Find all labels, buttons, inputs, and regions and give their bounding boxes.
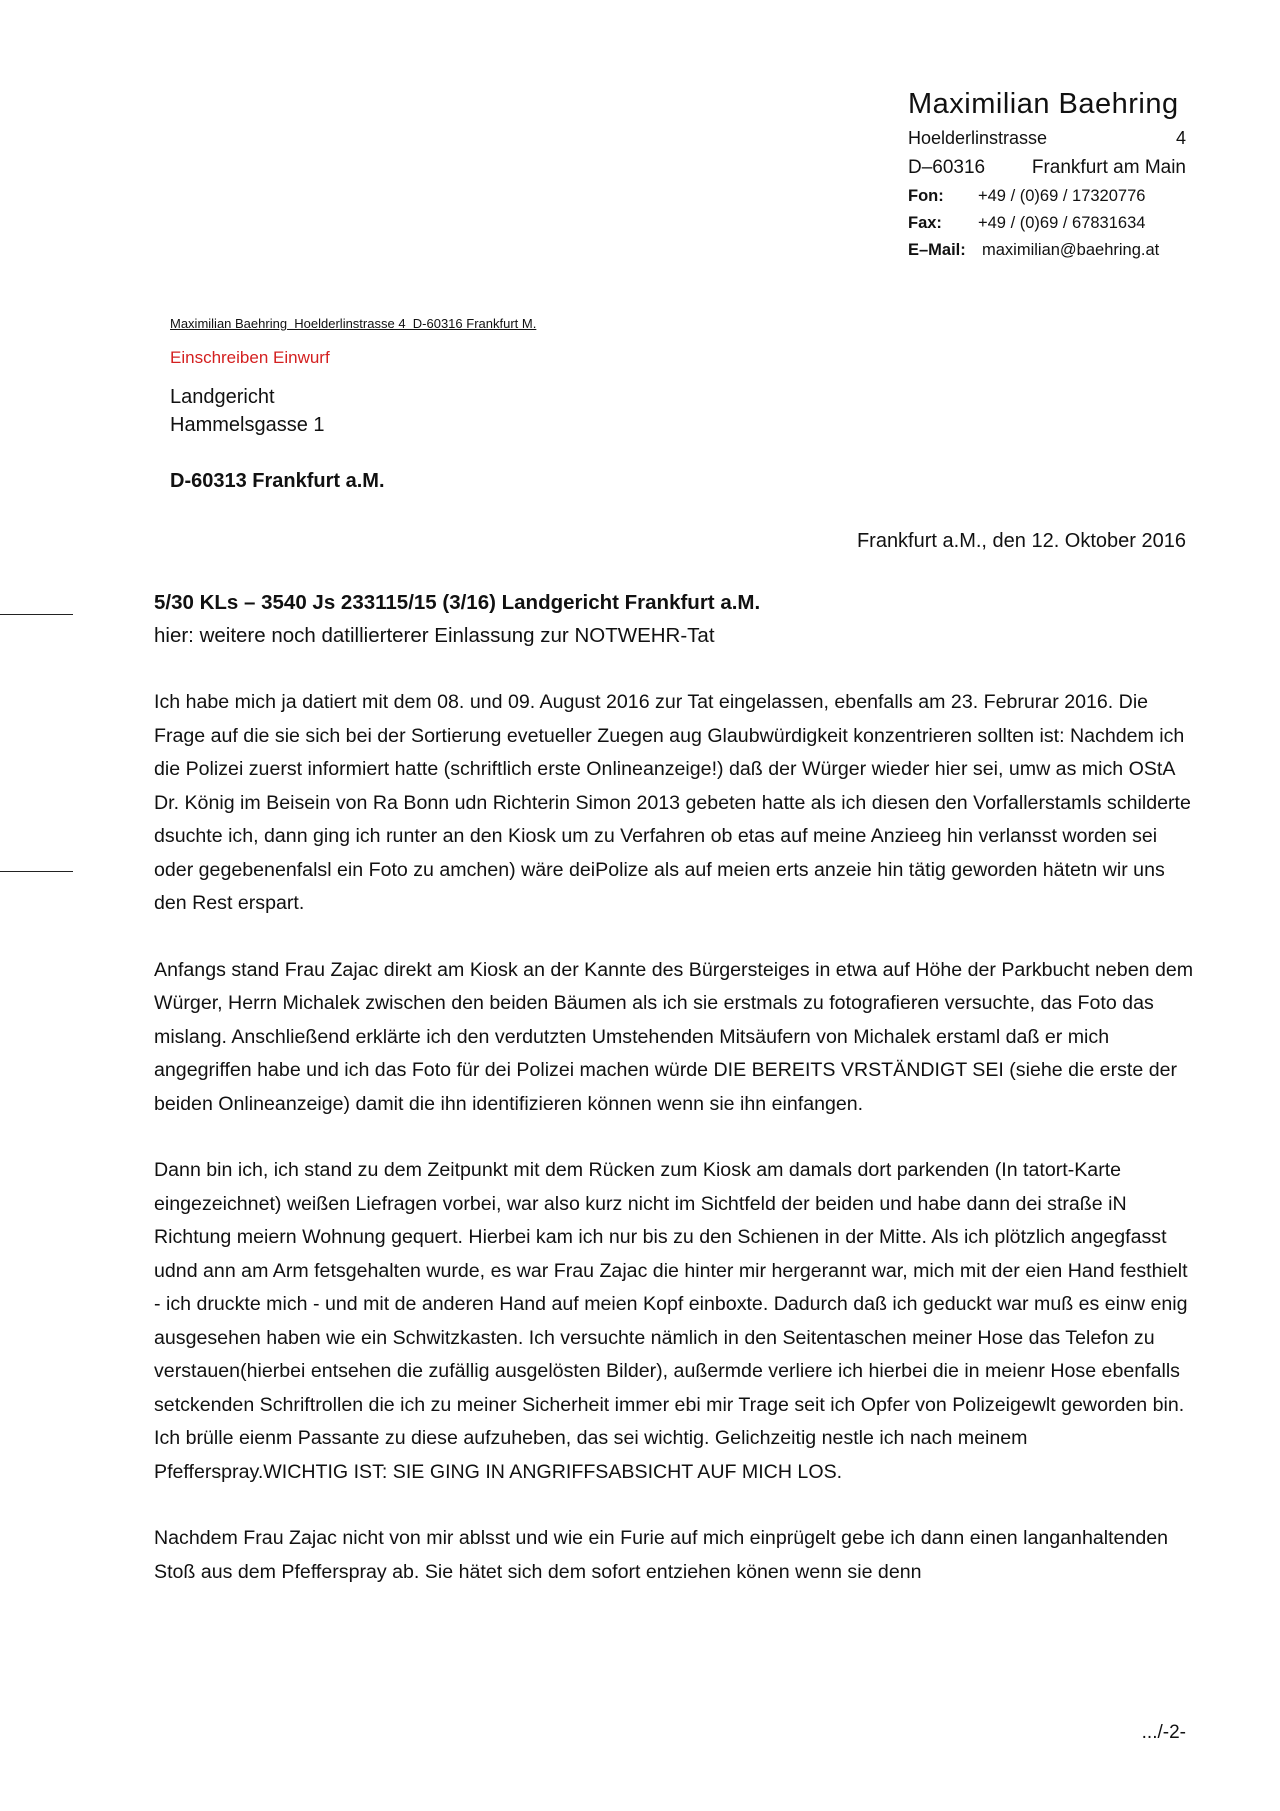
email-value: maximilian@baehring.at (982, 241, 1160, 259)
letterhead-fax (908, 210, 1186, 237)
letterhead (908, 84, 1186, 264)
date-line: Frankfurt a.M., den 12. Oktober 2016 (856, 530, 1186, 552)
body-paragraph-1: Ich habe mich ja datiert mit dem 08. und 09. August 2016 zur Tat eingelassen, ebenfalls am 23. Februrar 2016. Die Frage auf die sie sich bei der Sortierung evetueller Zuegen aug Glaubwürdigkeit konzentrieren sollten ist: Nachdem ich die Polizei zuerst informiert hatte (schriftlich erste Onlineanzeige!) daß der Würger wieder hier sei, umw as mich OStA Dr. König im Beisein von Ra Bonn udn Richterin Simon 2013 gebeten hatte als ich diesen den Vorfallerstamls schilderte dsuchte ich, dann ging ich runter an den Kiosk um zu Verfahren ob etas auf meine Anzieeg hin verlansst worden sei oder gegebenenfalsl ein Foto zu amchen) wäre deiPolize als auf meien erts anzeie hin tätig geworden hätetn wir uns den Rest erspart. (154, 691, 1191, 914)
page-number: .../-2- (1141, 1722, 1186, 1743)
fold-mark-upper (0, 614, 73, 615)
letterhead-name: Maximilian Baehring (908, 88, 1179, 120)
sender-return-address: Maximilian Baehring Hoelderlinstrasse 4 D-60316 Frankfurt M. (170, 316, 537, 331)
fax-label: Fax: (908, 214, 942, 232)
fon-label: Fon: (908, 187, 944, 205)
delivery-method: Einschreiben Einwurf (170, 348, 330, 367)
fold-mark-lower (0, 871, 73, 872)
body-paragraph-3: Dann bin ich, ich stand zu dem Zeitpunkt mit dem Rücken zum Kiosk am damals dort parkenden (In tatort-Karte eingezeichnet) weißen Liefragen vorbei, war also kurz nicht im Sichtfeld der beiden und habe dann dei straße iN Richtung meiern Wohnung gequert. Hierbei kam ich nur bis zu den Schienen in der Mitte. Als ich plötzlich angegfasst udnd ann am Arm fetsgehalten wurde, es war Frau Zajac die hinter mir hergerannt war, mich mit der eien Hand festhielt - ich druckte mich - und mit de anderen Hand auf meien Kopf einboxte. Dadurch daß ich geduckt war muß es einw enig ausgesehen haben wie ein Schwitzkasten. Ich versuchte nämlich in den Seitentaschen meiner Hose das Telefon zu verstauen(hierbei entsehen die zufällig ausgelösten Bilder), außermde verliere ich hierbei die in meienr Hose ebenfalls setckenden Schriftrollen die ich zu meiner Sicherheit immer ebi mir Trage seit ich Opfer von Polizeigewlt geworden bin. Ich brülle eienm Passante zu diese aufzuheben, das sei wichtig. Gelichzeitig nestle ich nach meinem Pfefferspray.WICHTIG IST: SIE GING IN ANGRIFFSABSICHT AUF MICH LOS. (154, 1159, 1188, 1483)
fon-value: +49 / (0)69 / 17320776 (978, 187, 1146, 205)
subject-note: hier: weitere noch datillierterer Einlassung zur NOTWEHR-Tat (154, 624, 715, 647)
letterhead-city: Frankfurt am Main (1031, 157, 1186, 178)
letterhead-postcode: D–60316 (908, 157, 986, 178)
body-paragraph-2: Anfangs stand Frau Zajac direkt am Kiosk an der Kannte des Bürgersteiges in etwa auf Höhe der Parkbucht neben dem Würger, Herrn Michalek zwischen den beiden Bäumen als ich sie erstmals zu fotografieren versuchte, das Foto das mislang. Anschließend erklärte ich den verdutzten Umstehenden Mitsäufern von Michalek erstaml daß er mich angegriffen habe und ich das Foto für dei Polizei machen würde DIE BEREITS VRSTÄNDIGT SEI (siehe die erste der beiden Onlineanzeige) damit die ihn identifizieren können wenn sie ihn einfangen. (154, 958, 1194, 1115)
letterhead-city-row (908, 153, 1186, 183)
letterhead-street-row (908, 124, 1186, 153)
letterhead-fon (908, 183, 1186, 210)
letterhead-house-number: 4 (1175, 128, 1186, 148)
fax-value: +49 / (0)69 / 67831634 (978, 214, 1146, 232)
email-label: E–Mail: (908, 241, 966, 259)
body-paragraph-4: Nachdem Frau Zajac nicht von mir ablsst und wie ein Furie auf mich einprügelt gebe ich dann einen langanhaltenden Stoß aus dem Pfefferspray ab. Sie hätet sich dem sofort entziehen könen wenn sie denn (154, 1527, 1169, 1583)
recipient-address (170, 383, 325, 439)
subject-reference: 5/30 KLs – 3540 Js 233115/15 (3/16) Landgericht Frankfurt a.M. (154, 591, 761, 614)
letterhead-email (908, 237, 1186, 264)
recipient-line-1: Landgericht (170, 386, 275, 408)
recipient-line-2: Hammelsgasse 1 (170, 414, 325, 436)
recipient-city: D-60313 Frankfurt a.M. (170, 470, 385, 492)
letterhead-street: Hoelderlinstrasse (908, 128, 1048, 148)
subject-block (154, 586, 1194, 652)
letter-body (154, 686, 1194, 1622)
